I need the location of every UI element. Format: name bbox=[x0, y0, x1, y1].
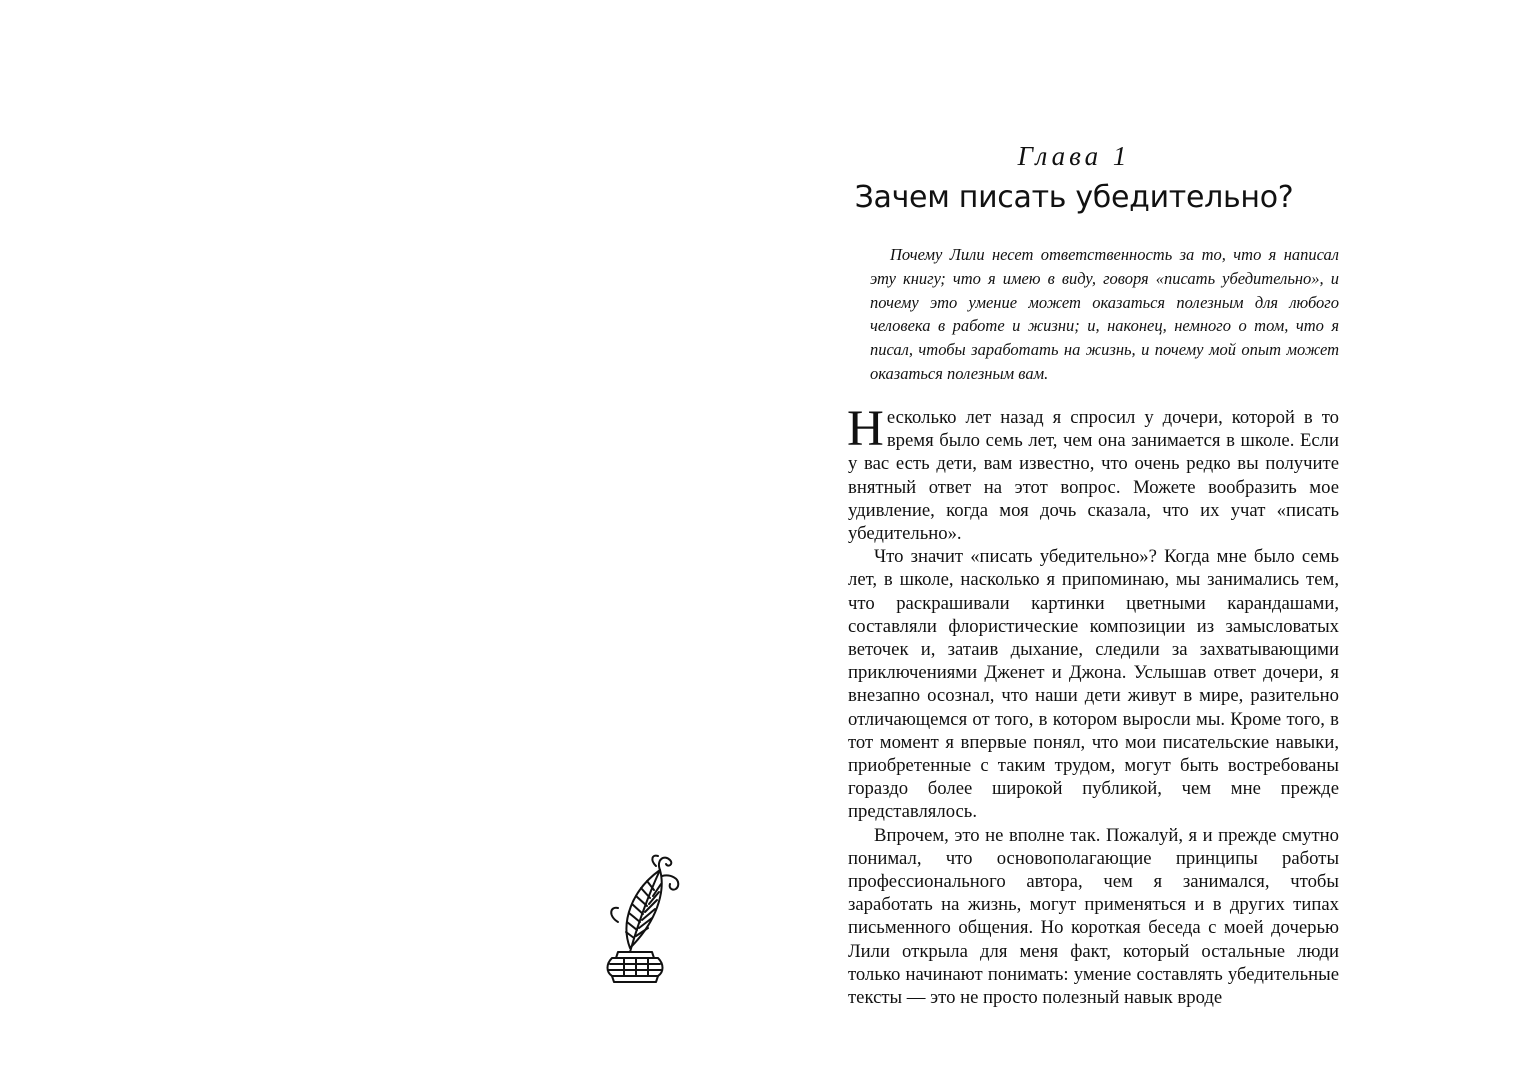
chapter-epigraph: Почему Лили несет ответственность за то, что я написал эту книгу; что я имею в виду, говоря «писать убедительно», и почему это умение может оказаться полезным для любого человека в работе и жизни; и, наконец, немного о том, что я писал, чтобы заработать на жизнь, и почему мой опыт может оказаться полезным вам. bbox=[870, 245, 1339, 383]
body-paragraph: Что значит «писать убедительно»? Когда мне было семь лет, в школе, насколько я припоминаю, мы занимались тем, что раскрашивали картинки цветными карандашами, составляли флористические композиции из замысловатых веточек и, затаив дыхание, следили за захватывающими приключениями Дженет и Джона. Услышав ответ дочери, я внезапно осознал, что наши дети живут в мире, разительно отличающемся от того, в котором выросли мы. Кроме того, в тот момент я впервые понял, что мои писательские навыки, приобретенные с таким трудом, могут быть востребованы гораздо более широкой публикой, чем мне прежде представлялось. bbox=[848, 546, 1339, 823]
right-page bbox=[764, 0, 1528, 1080]
quill-inkwell-icon bbox=[590, 852, 690, 984]
chapter-body bbox=[847, 401, 1339, 1009]
body-paragraph-text: есколько лет назад я спросил у дочери, которой в то время было семь лет, чем она занимается в школе. Если у вас есть дети, вам известно, что очень редко вы получите внятный ответ на этот вопрос. Можете вообразить мое удивление, когда моя дочь сказала, что их учат «писать убедительно». bbox=[848, 407, 1339, 545]
body-paragraph bbox=[847, 401, 1339, 545]
body-paragraph: Впрочем, это не вполне так. Пожалуй, я и прежде смутно понимал, что основополагающие принципы работы профессионального автора, чем я занимался, чтобы заработать на жизнь, могут применяться и в других типах письменного общения. Но короткая беседа с моей дочерью Лили открыла для меня факт, который остальные люди только начинают понимать: умение составлять убедительные тексты — это не просто полезный навык вроде bbox=[848, 824, 1339, 1009]
chapter-label: Глава 1 bbox=[1017, 141, 1131, 171]
chapter-title: Зачем писать убедительно? bbox=[854, 180, 1294, 215]
drop-cap: Н bbox=[847, 401, 884, 457]
